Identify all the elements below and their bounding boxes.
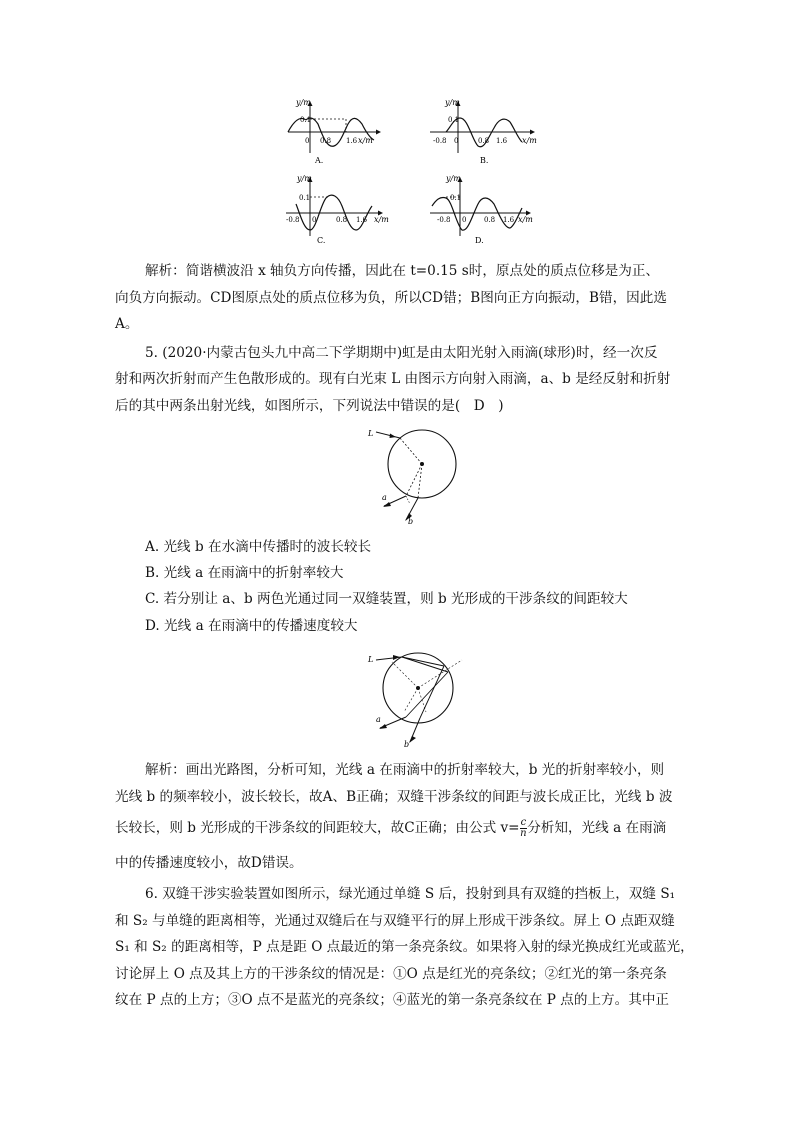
fig-b-letter: B. [480,156,489,165]
fig-b-tick3: 1.6 [496,137,508,145]
fig-d-yaxis: y/m [446,174,461,183]
fig-d-tick1: 0 [462,216,467,224]
fig-c-letter: C. [317,236,326,245]
fig-d-tick3: 1.6 [503,216,515,224]
fig5-label-L: L [368,429,374,438]
q6-line1: 6. 双缝干涉实验装置如图所示，绿光通过单缝 S 后，投射到具有双缝的挡板上，双缝 S₁ [145,886,676,902]
fig5b-label-a: a [376,715,381,724]
fig5-label-b: b [408,517,414,526]
fig-d-amp: 0.1 [450,194,462,202]
fig-b-tick0: -0.8 [433,137,447,145]
analysis5-line3a: 长较长，则 b 光形成的干涉条纹的间距较大，故C正确；由公式 v= [115,820,520,836]
analysis4-line3: A。 [115,316,139,332]
fig-a-letter: A. [315,156,324,165]
analysis5-line4: 中的传播速度较小，故D错误。 [115,855,303,871]
q6-line2: 和 S₂ 与单缝的距离相等，光通过双缝后在与双缝平行的屏上形成干涉条纹。屏上 O 点距双缝 [115,913,675,929]
q5-option-c: C. 若分别让 a、b 两色光通过同一双缝装置，则 b 光形成的干涉条纹的间距较大 [145,591,628,607]
fig-a-yaxis: y/m [296,98,311,107]
fig-a-tick1: 0.8 [320,137,332,145]
wave-figure-d [430,174,533,245]
fig5-label-a: a [382,493,387,502]
q5-option-d: D. 光线 a 在雨滴中的传播速度较大 [145,618,358,634]
wave-figure-c [286,174,389,245]
fig-c-tick0: -0.8 [286,216,300,224]
fig-b-tick1: 0 [454,137,459,145]
analysis5-line1: 解析：画出光路图，分析可知，光线 a 在雨滴中的折射率较大，b 光的折射率较小，则 [145,762,665,778]
q5-line2: 射和两次折射而产生色散形成的。现有白光束 L 由图示方向射入雨滴，a、b 是经反射和折射 [115,371,671,387]
analysis5-line3 [115,818,666,839]
fig-d-xaxis: x/m [518,215,533,224]
analysis4-line1: 解析：简谐横波沿 x 轴负方向传播，因此在 t=0.15 s时，原点处的质点位移是为正、 [145,263,660,279]
raindrop-figure-2 [362,650,472,750]
fig-b-yaxis: y/m [445,98,460,107]
fig-c-tick3: 1.6 [356,216,368,224]
fig-c-tick1: 0 [312,216,317,224]
q6-line5: 纹在 P 点的上方；③O 点不是蓝光的亮条纹；④蓝光的第一条亮条纹在 P 点的上方。其中正 [115,992,670,1008]
q5-line1: 5. (2020·内蒙古包头九中高二下学期期中)虹是由太阳光射入雨滴(球形)时，经一次反 [145,345,658,361]
fig-a-xaxis: x/m [358,136,373,145]
fig-d-letter: D. [475,236,484,245]
raindrop-figure-1 [360,424,470,528]
fig5b-label-L: L [368,655,374,664]
fig-a-tick0: 0 [305,137,310,145]
q5-option-a: A. 光线 b 在水滴中传播时的波长较长 [145,539,372,555]
fraction-denominator: n [520,828,527,839]
fig-c-xaxis: x/m [374,215,389,224]
fig-d-tick2: 0.8 [484,216,496,224]
wave-figure-a [288,98,381,165]
q6-line4: 讨论屏上 O 点及其上方的干涉条纹的情况是：①O 点是红光的亮条纹；②红光的第一条亮条 [115,966,667,982]
wave-figures [0,0,794,250]
fraction-numerator: c [520,817,527,828]
analysis5-line3b: 分析知，光线 a 在雨滴 [527,820,667,836]
fig-a-amp: 0.1 [300,116,312,124]
fig-b-amp: 0.1 [448,116,460,124]
fig-c-amp: 0.1 [299,194,311,202]
fig-a-tick2: 1.6 [346,137,358,145]
q6-line3: S₁ 和 S₂ 的距离相等，P 点是距 O 点最近的第一条亮条纹。如果将入射的绿光换成红光或蓝光， [115,939,694,955]
q5-option-b: B. 光线 a 在雨滴中的折射率较大 [145,565,344,581]
fig-b-tick2: 0.8 [478,137,490,145]
fig-b-xaxis: x/m [522,136,537,145]
analysis5-line2: 光线 b 的频率较小，波长较长，故A、B正确；双缝干涉条纹的间距与波长成正比，光线 b 波 [115,789,673,805]
fig-c-yaxis: y/m [297,174,312,183]
analysis4-line2: 向负方向振动。CD图原点处的质点位移为负，所以CD错；B图向正方向振动，B错，因此选 [115,290,667,306]
fig-d-tick0: -0.8 [437,216,451,224]
fig-c-tick2: 0.8 [336,216,348,224]
fig5b-label-b: b [404,740,410,749]
wave-figure-b [430,98,537,165]
q5-line3: 后的其中两条出射光线，如图所示，下列说法中错误的是( D ) [115,398,504,414]
